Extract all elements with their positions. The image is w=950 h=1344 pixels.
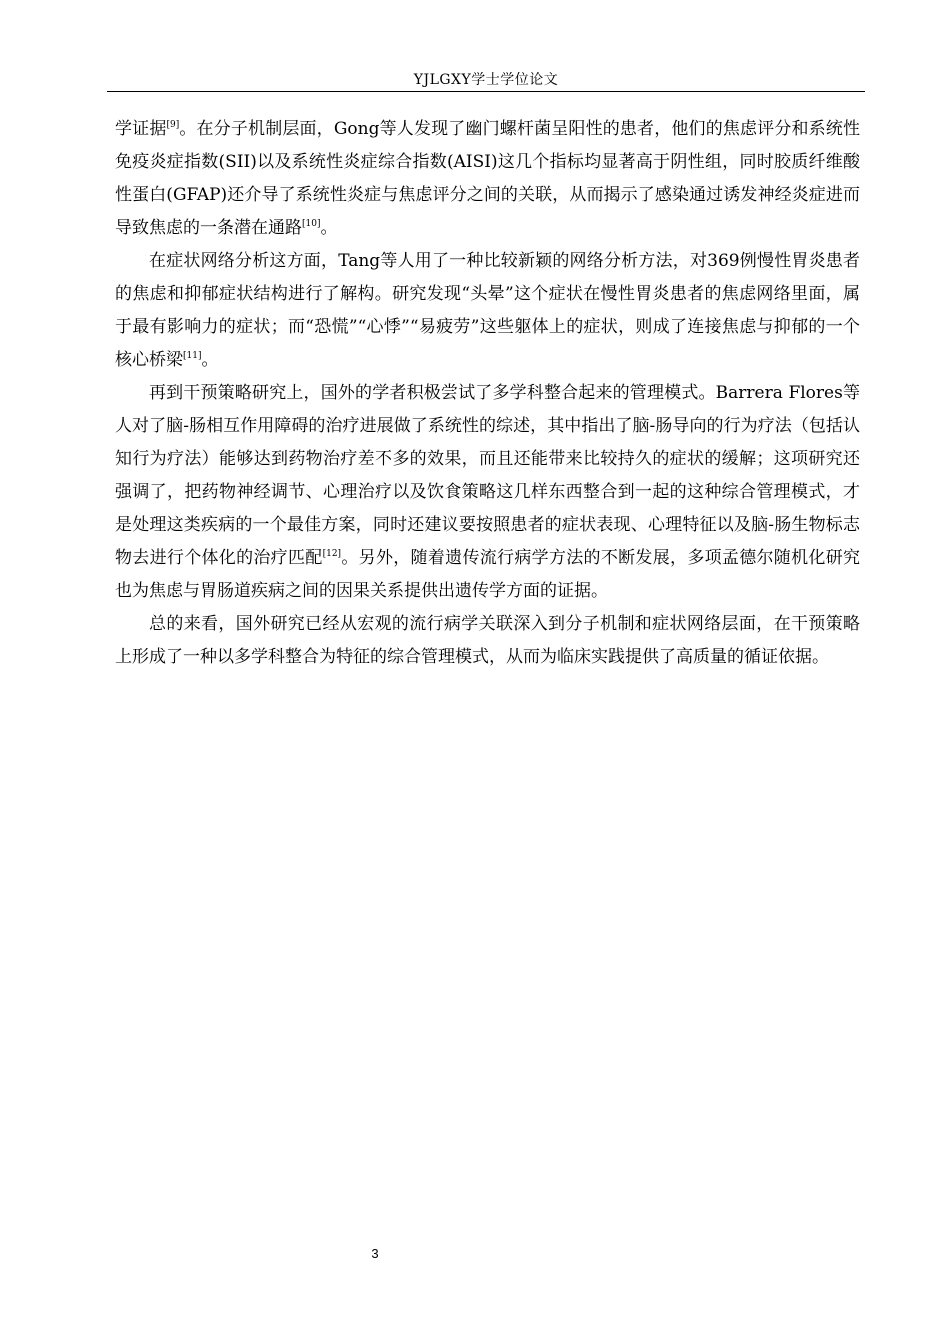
header-rule bbox=[107, 91, 865, 92]
citation-11: [11] bbox=[183, 351, 202, 361]
text-segment: 。 bbox=[201, 350, 219, 370]
citation-10: [10] bbox=[302, 219, 321, 229]
paragraph-summary bbox=[115, 608, 860, 674]
citation-12: [12] bbox=[322, 549, 342, 559]
text-segment: 再到干预策略研究上，国外的学者积极尝试了多学科整合起来的管理模式。Barrera Flores等人对了脑-肠相互作用障碍的治疗进展做了系统性的综述，其中指出了脑-肠导向的行为疗法（包括认知行为疗法）能够达到药物治疗差不多的效果，而且还能带来比较持久的症状的缓解；这项研究还强调了，把药物神经调节、心理治疗以及饮食策略这几样东西整合到一起的这种综合管理模式，才是处理这类疾病的一个最佳方案，同时还建议要按照患者的症状表现、心理特征以及脑-肠生物标志物去进行个体化的治疗匹配 bbox=[115, 383, 860, 568]
citation-9: [9] bbox=[166, 120, 180, 130]
body-text bbox=[115, 113, 860, 674]
paragraph-continued bbox=[115, 113, 860, 245]
paragraph-intervention bbox=[115, 377, 860, 608]
text-segment: 在症状网络分析这方面，Tang等人用了一种比较新颖的网络分析方法，对369例慢性胃炎患者的焦虑和抑郁症状结构进行了解构。研究发现“头晕”这个症状在慢性胃炎患者的焦虑网络里面，属于最有影响力的症状；而“恐慌”“心悸”“易疲劳”这些躯体上的症状，则成了连接焦虑与抑郁的一个核心桥梁 bbox=[115, 251, 860, 370]
paragraph-symptom-network bbox=[115, 245, 860, 377]
page-number: 3 bbox=[371, 1246, 379, 1261]
running-header: YJLGXY学士学位论文 bbox=[413, 72, 559, 88]
text-segment: 。 bbox=[320, 218, 338, 238]
text-segment: 。另外，随着遗传流行病学方法的不断发展，多项孟德尔随机化研究也为焦虑与胃肠道疾病之间的因果关系提供出遗传学方面的证据。 bbox=[115, 548, 861, 601]
text-segment: 。在分子机制层面，Gong等人发现了幽门螺杆菌呈阳性的患者，他们的焦虑评分和系统性免疫炎症指数(SII)以及系统性炎症综合指数(AISI)这几个指标均显著高于阴性组，同时胶质纤维酸性蛋白(GFAP)还介导了系统性炎症与焦虑评分之间的关联，从而揭示了感染通过诱发神经炎症进而导致焦虑的一条潜在通路 bbox=[115, 119, 860, 238]
text-segment: 总的来看，国外研究已经从宏观的流行病学关联深入到分子机制和症状网络层面，在干预策略上形成了一种以多学科整合为特征的综合管理模式，从而为临床实践提供了高质量的循证依据。 bbox=[115, 614, 860, 667]
text-segment: 学证据 bbox=[115, 119, 167, 139]
